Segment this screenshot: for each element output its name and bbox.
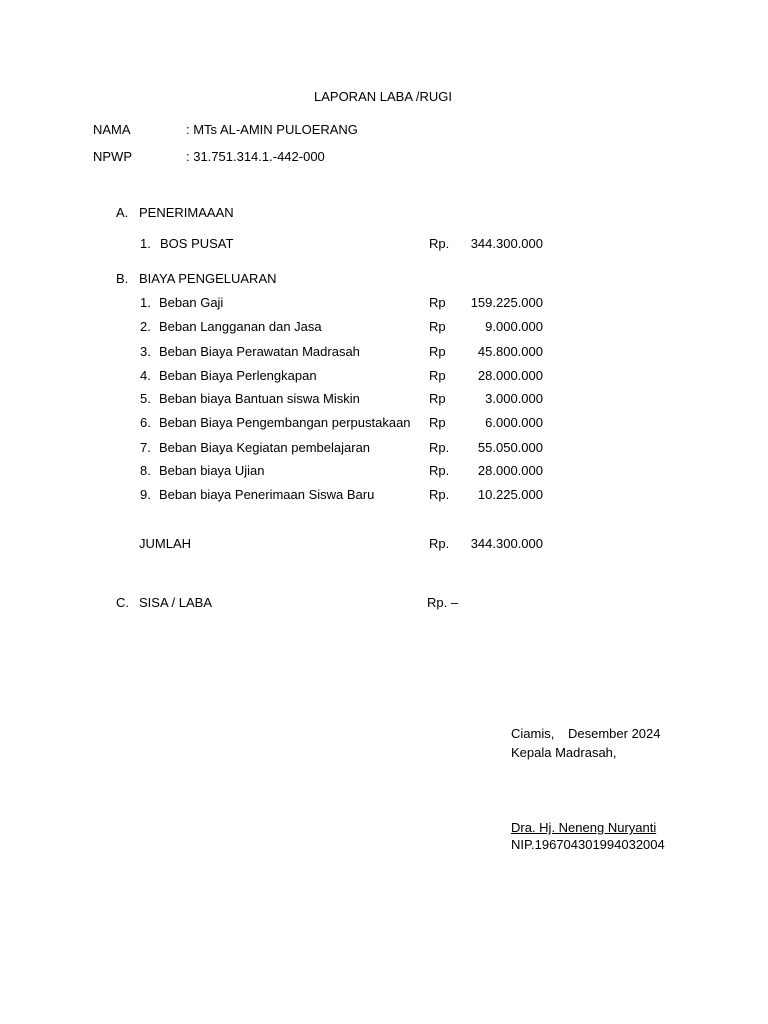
section-b-item-num: 6. [140, 415, 151, 430]
signatory-name: Dra. Hj. Neneng Nuryanti [511, 820, 657, 835]
section-a-letter: A. [116, 205, 129, 220]
signature-date: Desember 2024 [568, 726, 661, 741]
document-title: LAPORAN LABA /RUGI [314, 89, 452, 104]
section-b-item-amount: 10.225.000 [477, 487, 543, 502]
total-label: JUMLAH [139, 536, 192, 551]
signature-place: Ciamis, [511, 726, 555, 741]
section-b-item-currency: Rp. [429, 440, 450, 455]
section-b-item-amount: 6.000.000 [485, 415, 543, 430]
section-a-item-label: BOS PUSAT [160, 236, 234, 251]
section-b-title: BIAYA PENGELUARAN [139, 271, 277, 286]
section-b-item-amount: 45.800.000 [477, 344, 543, 359]
section-b-item-currency: Rp [429, 295, 446, 310]
nama-value: : MTs AL-AMIN PULOERANG [186, 122, 358, 137]
section-b-item-currency: Rp. [429, 487, 450, 502]
section-b-item-currency: Rp. [429, 463, 450, 478]
nama-label: NAMA [93, 122, 131, 137]
npwp-value: : 31.751.314.1.-442-000 [186, 149, 325, 164]
section-b-letter: B. [116, 271, 129, 286]
section-b-item-currency: Rp [429, 368, 446, 383]
section-c-value: Rp. – [427, 595, 459, 610]
npwp-label: NPWP [93, 149, 132, 164]
section-b-item-amount: 3.000.000 [485, 391, 543, 406]
section-c-title: SISA / LABA [139, 595, 212, 610]
section-a-item-amount: 344.300.000 [470, 236, 543, 251]
section-b-item-currency: Rp [429, 391, 446, 406]
section-b-item-label: Beban Biaya Pengembangan perpustakaan [159, 415, 411, 430]
section-b-item-num: 3. [140, 344, 151, 359]
section-b-item-num: 8. [140, 463, 151, 478]
section-b-item-currency: Rp [429, 344, 446, 359]
signatory-nip: NIP.196704301994032004 [511, 837, 665, 852]
section-b-item-num: 1. [140, 295, 151, 310]
section-b-item-amount: 28.000.000 [477, 368, 543, 383]
section-a-item-num: 1. [140, 236, 151, 251]
section-b-item-amount: 28.000.000 [477, 463, 543, 478]
section-b-item-amount: 55.050.000 [477, 440, 543, 455]
section-b-item-num: 7. [140, 440, 151, 455]
section-c-letter: C. [116, 595, 129, 610]
section-b-item-label: Beban Biaya Kegiatan pembelajaran [159, 440, 371, 455]
section-b-item-label: Beban Biaya Perawatan Madrasah [159, 344, 360, 359]
total-currency: Rp. [429, 536, 450, 551]
section-b-item-currency: Rp [429, 415, 446, 430]
section-a-item-currency: Rp. [429, 236, 450, 251]
section-b-item-num: 4. [140, 368, 151, 383]
section-b-item-num: 9. [140, 487, 151, 502]
section-b-item-label: Beban Langganan dan Jasa [159, 319, 322, 334]
total-amount: 344.300.000 [470, 536, 543, 551]
section-b-item-label: Beban biaya Penerimaan Siswa Baru [159, 487, 375, 502]
section-b-item-label: Beban Gaji [159, 295, 224, 310]
signature-position: Kepala Madrasah, [511, 745, 617, 760]
section-b-item-label: Beban biaya Bantuan siswa Miskin [159, 391, 360, 406]
section-b-item-label: Beban biaya Ujian [159, 463, 265, 478]
section-b-item-num: 2. [140, 319, 151, 334]
section-a-title: PENERIMAAAN [139, 205, 234, 220]
section-b-item-amount: 159.225.000 [470, 295, 543, 310]
section-b-item-label: Beban Biaya Perlengkapan [159, 368, 317, 383]
section-b-item-currency: Rp [429, 319, 446, 334]
section-b-item-amount: 9.000.000 [485, 319, 543, 334]
section-b-item-num: 5. [140, 391, 151, 406]
